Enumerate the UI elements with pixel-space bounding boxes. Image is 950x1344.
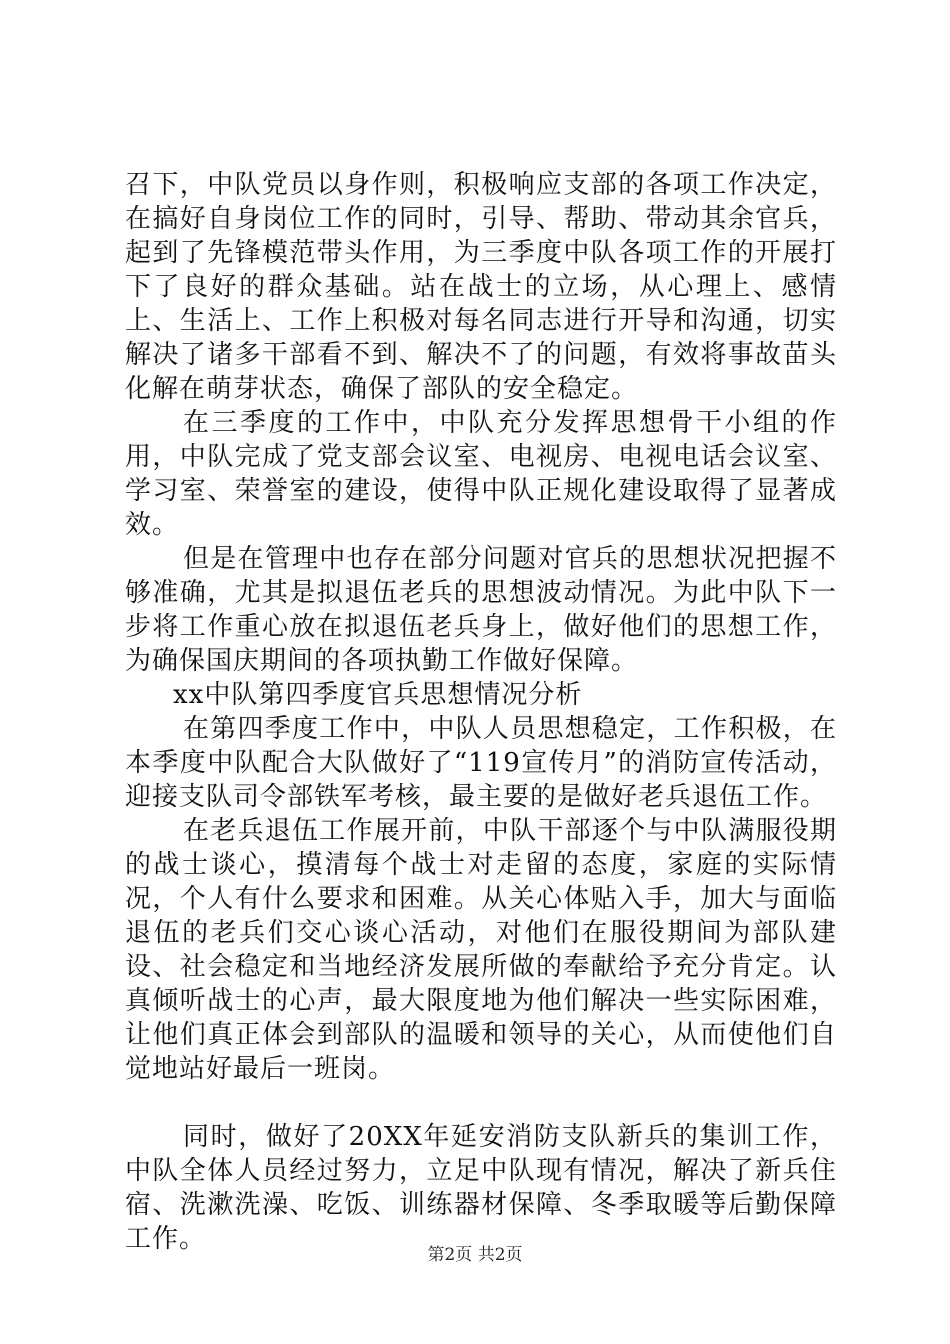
- paragraph: 但是在管理中也存在部分问题对官兵的思想状况把握不够准确，尤其是拟退伍老兵的思想波动情况。为此中队下一步将工作重心放在拟退伍老兵身上，做好他们的思想工作，为确保国庆期间的各项执勤工作做好保障。: [125, 544, 837, 676]
- paragraph: 在老兵退伍工作展开前，中队干部逐个与中队满服役期的战士谈心，摸清每个战士对走留的态度，家庭的实际情况，个人有什么要求和困难。从关心体贴入手，加大与面临退伍的老兵们交心谈心活动，对他们在服役期间为部队建设、社会稳定和当地经济发展所做的奉献给予充分肯定。认真倾听战士的心声，最大限度地为他们解决一些实际困难，让他们真正体会到部队的温暖和领导的关心，从而使他们自觉地站好最后一班岗。: [125, 816, 837, 1084]
- page-footer: 第2页 共2页: [427, 1245, 523, 1265]
- section-heading: xx中队第四季度官兵思想情况分析: [173, 680, 583, 710]
- paragraph-spacer: [125, 1086, 837, 1120]
- paragraph: 在三季度的工作中，中队充分发挥思想骨干小组的作用，中队完成了党支部会议室、电视房、电视电话会议室、学习室、荣誉室的建设，使得中队正规化建设取得了显著成效。: [125, 408, 837, 540]
- document-body: [125, 168, 837, 1256]
- paragraph: 在第四季度工作中，中队人员思想稳定，工作积极，在本季度中队配合大队做好了“119宣传月”的消防宣传活动，迎接支队司令部铁军考核，最主要的是做好老兵退伍工作。: [125, 714, 837, 812]
- paragraph-continuation: 召下，中队党员以身作则，积极响应支部的各项工作决定，在搞好自身岗位工作的同时，引导、帮助、带动其余官兵，起到了先锋模范带头作用，为三季度中队各项工作的开展打下了良好的群众基础。站在战士的立场，从心理上、感情上、生活上、工作上积极对每名同志进行开导和沟通，切实解决了诸多干部看不到、解决不了的问题，有效将事故苗头化解在萌芽状态，确保了部队的安全稳定。: [125, 170, 837, 404]
- paragraph: 同时，做好了20XX年延安消防支队新兵的集训工作，中队全体人员经过努力，立足中队现有情况，解决了新兵住宿、洗漱洗澡、吃饭、训练器材保障、冬季取暖等后勤保障工作。: [125, 1122, 837, 1254]
